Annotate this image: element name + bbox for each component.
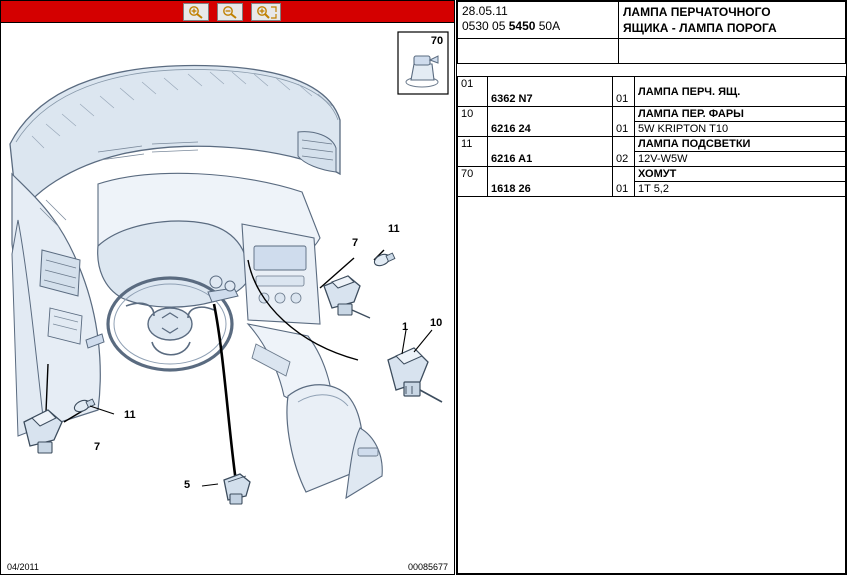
callout-10: 10 (430, 317, 443, 329)
header-table (457, 1, 846, 64)
zoom-fit-icon[interactable] (251, 3, 281, 21)
cell-mark-cont (458, 92, 488, 107)
part-glovebox-lamp (324, 276, 370, 318)
cell-mark: 10 (458, 107, 488, 122)
cell-qty: 01 (613, 92, 635, 107)
part-door-lamp (388, 330, 442, 402)
header-spacer-right (619, 39, 846, 64)
callout-7-upper: 7 (352, 237, 359, 249)
header-date: 28.05.11 (462, 4, 508, 18)
part-clamp (202, 474, 250, 504)
cell-mark: 01 (458, 77, 488, 92)
cell-description: ЛАМПА ПЕР. ФАРЫ (635, 107, 846, 122)
callout-1: 1 (402, 321, 409, 333)
header-spacer-left (458, 39, 619, 64)
parts-table-empty-area (457, 136, 846, 574)
drawing-toolbar (1, 1, 454, 23)
cell-ref: 6216 A1 (488, 152, 613, 167)
dashboard-illustration (2, 24, 455, 575)
callout-7-lower: 7 (94, 441, 101, 453)
cell-ref: 6216 24 (488, 122, 613, 137)
cell-description: ЛАМПА ПЕРЧ. ЯЩ. (635, 77, 846, 107)
cell-qty-blank (613, 107, 635, 122)
table-row[interactable] (458, 107, 846, 122)
callout-5: 5 (184, 479, 191, 491)
cell-qty: 01 (613, 182, 635, 197)
cell-mark: 70 (458, 167, 488, 182)
header-title-line2: ЯЩИКА - ЛАМПА ПОРОГА (623, 21, 777, 35)
zoom-out-icon[interactable] (217, 3, 243, 21)
parts-panel (456, 0, 847, 575)
table-row[interactable] (458, 77, 846, 92)
cell-ref: 6362 N7 (488, 92, 613, 107)
cell-note: 1T 5,2 (635, 182, 846, 197)
zoom-in-icon[interactable] (183, 3, 209, 21)
header-title-line1: ЛАМПА ПЕРЧАТОЧНОГО (623, 5, 771, 19)
part-bulb-upper (373, 252, 395, 268)
callout-70: 70 (430, 35, 444, 47)
header-reference: 0530 05 5450 50A (462, 19, 561, 33)
cell-ref-blank (488, 77, 613, 92)
table-row-cont[interactable] (458, 122, 846, 137)
cell-mark-cont (458, 122, 488, 137)
cell-note: 12V-W5W (635, 152, 846, 167)
cell-qty: 01 (613, 122, 635, 137)
cell-ref: 1618 26 (488, 182, 613, 197)
cell-qty-blank (613, 77, 635, 92)
callout-11-upper: 11 (388, 223, 400, 235)
cell-note: 5W KRIPTON T10 (635, 122, 846, 137)
cell-description: ЛАМПА ПОДСВЕТКИ (635, 137, 846, 152)
header-title (619, 2, 846, 39)
cell-ref-blank (488, 107, 613, 122)
cell-mark: 11 (458, 137, 488, 152)
header-left-cell (458, 2, 619, 39)
cell-description: ХОМУТ (635, 167, 846, 182)
technical-drawing (2, 24, 455, 575)
cell-qty: 02 (613, 152, 635, 167)
callout-11-lower: 11 (124, 409, 136, 421)
drawing-code: 00085677 (407, 562, 448, 572)
drawing-date: 04/2011 (7, 562, 39, 572)
